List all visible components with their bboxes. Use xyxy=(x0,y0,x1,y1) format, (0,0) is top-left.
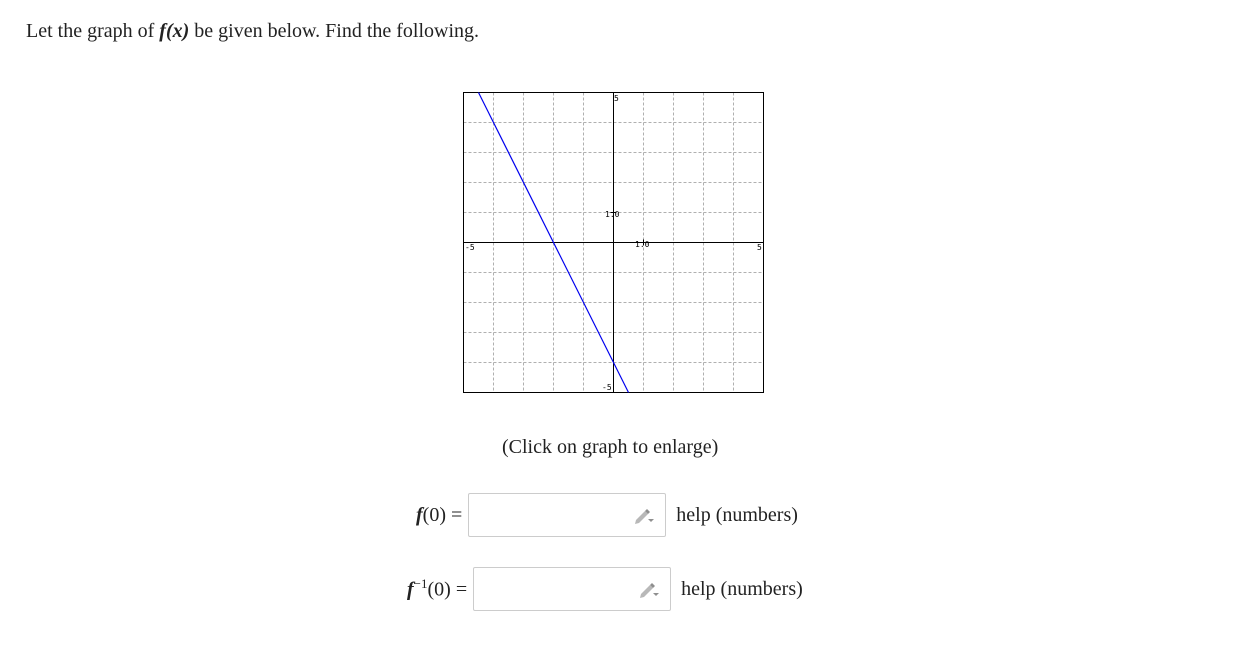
help-numbers-link[interactable]: help (numbers) xyxy=(681,577,803,600)
answer-input-f-inverse-of-0[interactable] xyxy=(474,568,650,610)
help-numbers-link[interactable]: help (numbers) xyxy=(676,503,798,526)
x-min-label: -5 xyxy=(465,243,475,252)
problem-text-before: Let the graph of xyxy=(26,20,160,42)
function-argument: (0) = xyxy=(422,503,463,526)
y-unit-label: 1.0 xyxy=(605,210,620,219)
x-unit-label: 1.0 xyxy=(635,240,650,249)
problem-text-after: be given below. Find the following. xyxy=(189,20,480,42)
answer-box xyxy=(468,493,666,537)
function-name: f xyxy=(407,578,414,601)
y-max-label: 5 xyxy=(614,94,619,103)
pencil-icon[interactable] xyxy=(633,508,655,524)
pencil-icon[interactable] xyxy=(638,582,660,598)
problem-statement xyxy=(26,20,479,43)
x-max-label: 5 xyxy=(757,243,762,252)
function-argument: (0) = xyxy=(427,578,468,601)
function-notation: f(x) xyxy=(159,20,190,42)
enlarge-caption: (Click on graph to enlarge) xyxy=(502,436,719,458)
question-f-of-0 xyxy=(416,492,798,538)
y-min-label: -5 xyxy=(602,383,612,392)
inverse-superscript: −1 xyxy=(413,576,428,592)
answer-input-f-of-0[interactable] xyxy=(469,494,645,536)
question-label xyxy=(407,576,467,602)
answer-box xyxy=(473,567,671,611)
question-f-inverse-of-0 xyxy=(407,566,803,612)
function-name: f xyxy=(416,503,423,526)
function-graph[interactable] xyxy=(463,92,764,393)
graph-canvas[interactable] xyxy=(463,92,764,393)
question-label xyxy=(416,504,462,527)
